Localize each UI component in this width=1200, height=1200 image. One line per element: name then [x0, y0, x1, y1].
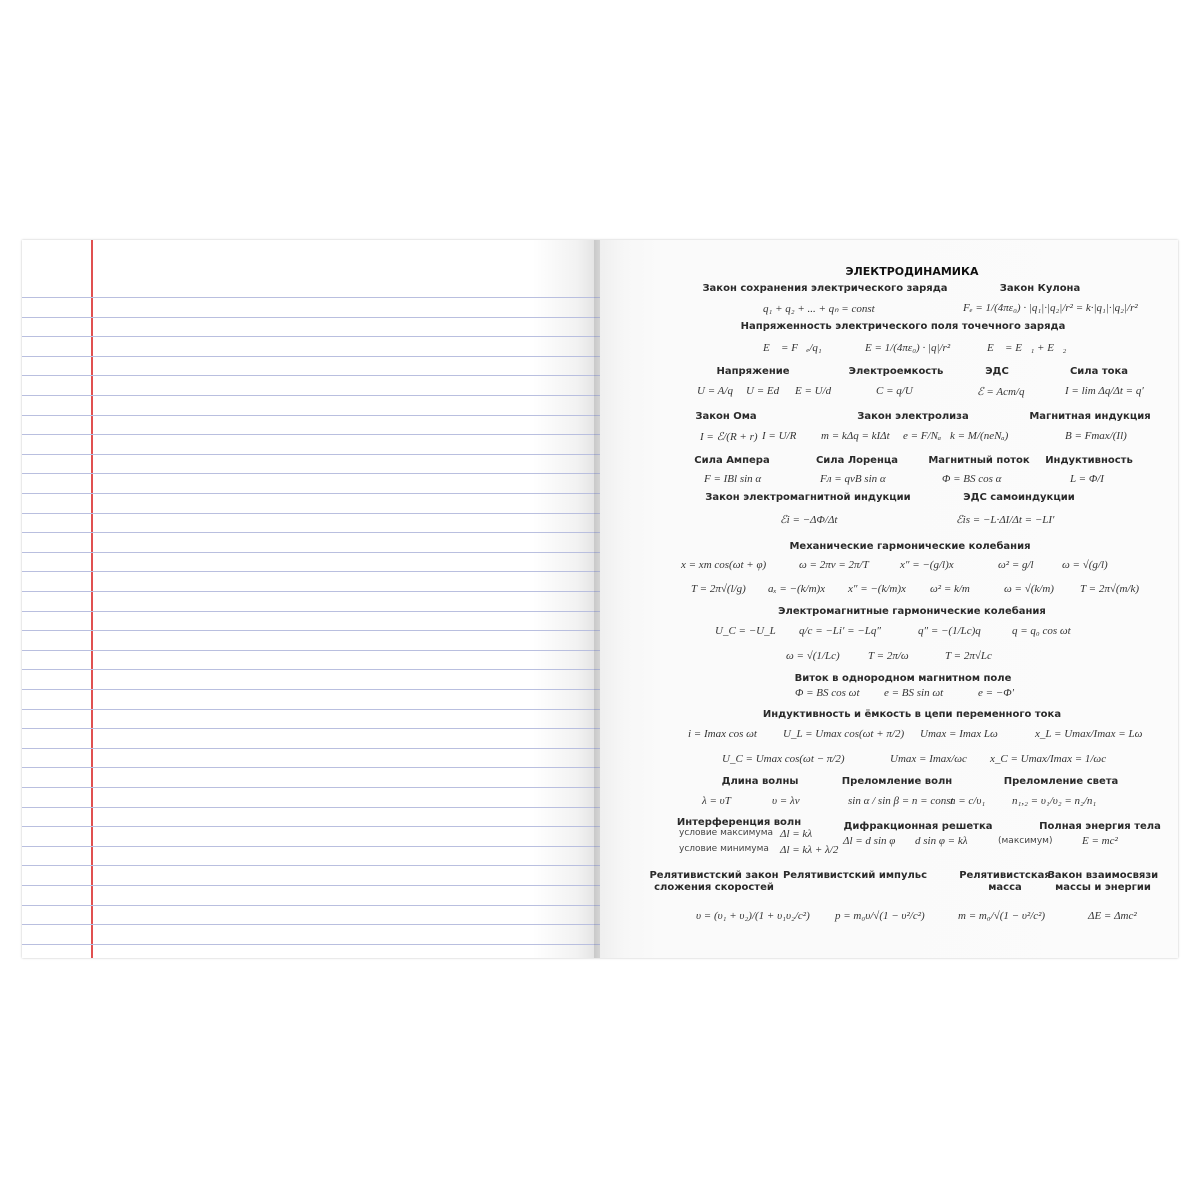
formula-total-energy: E = mc² [1082, 835, 1118, 847]
formula-coulomb: Fₑ = 1/(4πε₀) · |q₁|·|q₂|/r² = k·|q₁|·|q₂|/r² [963, 302, 1138, 314]
formula-electrolysis-1: m = kΔq = kIΔt [821, 430, 890, 442]
formula-ac-4: x_L = Umax/Imax = Lω [1035, 728, 1143, 740]
heading-coulomb: Закон Кулона [999, 283, 1081, 294]
ruled-line [22, 650, 600, 651]
formula-rel-momentum: p = m₀υ/√(1 − υ²/c²) [835, 910, 925, 922]
note-maximum: (максимум) [998, 836, 1053, 846]
formula-ampere: F = IBl sin α [704, 473, 762, 485]
heading-self-induction: ЭДС самоиндукции [963, 492, 1075, 503]
formula-lorentz: Fл = qvB sin α [820, 473, 886, 485]
formula-ohm-2: I = U/R [762, 430, 797, 442]
formula-mech-7: aₓ = −(k/m)x [768, 583, 826, 595]
formula-mech-4: ω² = g/l [998, 559, 1034, 571]
formula-ac-3: Umax = Imax Lω [920, 728, 998, 740]
ruled-line [22, 905, 600, 906]
ruled-line [22, 787, 600, 788]
formula-refr-light: n₁,₂ = υ₁/υ₂ = n₂/n₁ [1012, 795, 1097, 807]
formula-electrolysis-2: e = F/Nₐ [903, 430, 942, 442]
ruled-line [22, 728, 600, 729]
heading-ac: Индуктивность и ёмкость в цепи переменного тока [762, 709, 1062, 720]
heading-mass-energy-1: Закон взаимосвязи [1047, 870, 1159, 881]
left-page-ruled [22, 240, 600, 958]
right-page-cheat-sheet [600, 240, 1178, 958]
heading-grating: Дифракционная решетка [843, 821, 993, 832]
formula-refr-waves-2: n = c/υ₁ [950, 795, 986, 807]
ruled-line [22, 571, 600, 572]
heading-wavelength: Длина волны [721, 776, 799, 787]
heading-capacitance: Электроемкость [848, 366, 944, 377]
heading-rel-momentum: Релятивистский импульс [782, 870, 928, 881]
formula-em-4: q = q₀ cos ωt [1012, 625, 1071, 637]
formula-mech-5: ω = √(g/l) [1062, 559, 1108, 571]
ruled-line [22, 454, 600, 455]
formula-emf: ℰ = Aст/q [977, 386, 1025, 398]
heading-flux: Магнитный поток [928, 455, 1030, 466]
formula-ac-2: U_L = Umax cos(ωt + π/2) [783, 728, 905, 740]
ruled-line [22, 513, 600, 514]
heading-rel-mass-1: Релятивистская [959, 870, 1051, 881]
ruled-line [22, 669, 600, 670]
formula-em-2: q/c = −Li′ = −Lq″ [799, 625, 881, 637]
heading-ampere: Сила Ампера [694, 455, 770, 466]
formula-em-1: U_C = −U_L [715, 625, 776, 637]
ruled-line [22, 415, 600, 416]
formula-wave-2: υ = λν [772, 795, 800, 807]
margin-line [91, 240, 93, 958]
heading-rel-velocity-2: сложения скоростей [654, 882, 774, 893]
heading-current: Сила тока [1069, 366, 1129, 377]
formula-ac-1: i = Imax cos ωt [688, 728, 757, 740]
formula-electrolysis-3: k = M/(neNₐ) [950, 430, 1009, 442]
formula-ac-7: x_C = Umax/Imax = 1/ωc [990, 753, 1107, 765]
ruled-line [22, 709, 600, 710]
heading-rel-velocity-1: Релятивистский закон [649, 870, 779, 881]
heading-emf: ЭДС [985, 366, 1009, 377]
formula-em-induction: ℰi = −ΔΦ/Δt [780, 514, 838, 526]
formula-grating-1: Δl = d sin φ [843, 835, 896, 847]
heading-mass-energy-2: массы и энергии [1055, 882, 1151, 893]
formula-em-6: T = 2π/ω [868, 650, 909, 662]
heading-ohm: Закон Ома [695, 411, 757, 422]
ruled-line [22, 865, 600, 866]
heading-field-strength: Напряженность электрического поля точечного заряда [740, 321, 1066, 332]
formula-em-7: T = 2π√Lc [945, 650, 992, 662]
formula-induction: B = Fmax/(Il) [1065, 430, 1127, 442]
ruled-line [22, 885, 600, 886]
heading-interference: Интерференция волн [676, 817, 802, 828]
heading-em-osc: Электромагнитные гармонические колебания [778, 606, 1046, 617]
formula-grating-2: d sin φ = kλ [915, 835, 968, 847]
formula-ohm-1: I = ℰ/(R + r) [700, 431, 758, 443]
formula-em-5: ω = √(1/Lc) [786, 650, 840, 662]
heading-voltage: Напряжение [716, 366, 790, 377]
formula-coil-1: Φ = BS cos ωt [795, 687, 860, 699]
ruled-line [22, 748, 600, 749]
formula-inductance: L = Φ/I [1070, 473, 1104, 485]
ruled-line [22, 630, 600, 631]
ruled-line [22, 552, 600, 553]
formula-mech-3: x″ = −(g/l)x [900, 559, 954, 571]
ruled-line [22, 336, 600, 337]
heading-induction: Магнитная индукция [1029, 411, 1151, 422]
formula-self-induction: ℰis = −L·ΔI/Δt = −LI′ [956, 514, 1055, 526]
formula-rel-velocity: υ = (υ₁ + υ₂)/(1 + υ₁υ₂/c²) [696, 910, 810, 922]
ruled-line [22, 689, 600, 690]
ruled-line [22, 493, 600, 494]
formula-wave-1: λ = υT [702, 795, 731, 807]
heading-mech-osc: Механические гармонические колебания [789, 541, 1031, 552]
formula-charge-conservation: q₁ + q₂ + ... + qₙ = const [763, 303, 875, 315]
ruled-line [22, 375, 600, 376]
formula-current: I = lim Δq/Δt = q′ [1065, 385, 1144, 397]
formula-flux: Φ = BS cos α [942, 473, 1002, 485]
formula-voltage-3: E = U/d [795, 385, 832, 397]
ruled-line [22, 434, 600, 435]
formula-mech-8: x″ = −(k/m)x [848, 583, 906, 595]
ruled-line [22, 317, 600, 318]
formula-interference-min: Δl = kλ + λ/2 [780, 844, 839, 856]
formula-field-2: E = 1/(4πε₀) · |q|/r² [865, 342, 951, 354]
ruled-line [22, 611, 600, 612]
ruled-line [22, 826, 600, 827]
formula-voltage-2: U = Ed [746, 385, 780, 397]
ruled-line [22, 924, 600, 925]
note-minimum-condition: условие минимума [679, 844, 769, 854]
ruled-line [22, 473, 600, 474]
formula-rel-mass: m = m₀/√(1 − υ²/c²) [958, 910, 1046, 922]
page-title: ЭЛЕКТРОДИНАМИКА [845, 265, 979, 278]
formula-em-3: q″ = −(1/Lc)q [918, 625, 981, 637]
notebook-spread [22, 240, 1178, 958]
formula-ac-5: U_C = Umax cos(ωt − π/2) [722, 753, 845, 765]
formula-mech-6: T = 2π√(l/g) [691, 583, 746, 595]
formula-mass-energy: ΔE = Δmc² [1088, 910, 1137, 922]
formula-ac-6: Umax = Imax/ωc [890, 753, 967, 765]
formula-voltage-1: U = A/q [697, 385, 733, 397]
ruled-line [22, 395, 600, 396]
formula-refr-waves-1: sin α / sin β = n = const [848, 795, 954, 807]
formula-mech-1: x = xm cos(ωt + φ) [681, 559, 767, 571]
formula-mech-11: T = 2π√(m/k) [1080, 583, 1140, 595]
ruled-line [22, 767, 600, 768]
formula-interference-max: Δl = kλ [780, 828, 813, 840]
formula-coil-3: e = −Φ′ [978, 687, 1015, 699]
formula-mech-9: ω² = k/m [930, 583, 970, 595]
formula-field-3: E⃗ = E⃗₁ + E⃗₂ [987, 342, 1067, 354]
formula-capacitance: C = q/U [876, 385, 913, 397]
heading-charge-conservation: Закон сохранения электрического заряда [702, 283, 948, 294]
ruled-line [22, 356, 600, 357]
formula-mech-2: ω = 2πν = 2π/T [799, 559, 869, 571]
heading-refraction-waves: Преломление волн [841, 776, 953, 787]
heading-coil: Виток в однородном магнитном поле [794, 673, 1012, 684]
formula-field-1: E⃗ = F⃗ₑ/q₁ [763, 342, 822, 354]
ruled-line [22, 591, 600, 592]
heading-refraction-light: Преломление света [1003, 776, 1119, 787]
heading-electrolysis: Закон электролиза [857, 411, 969, 422]
heading-lorentz: Сила Лоренца [815, 455, 899, 466]
heading-rel-mass-2: масса [988, 882, 1022, 893]
ruled-line [22, 846, 600, 847]
heading-total-energy: Полная энергия тела [1039, 821, 1161, 832]
ruled-line [22, 944, 600, 945]
ruled-line [22, 297, 600, 298]
ruled-line [22, 532, 600, 533]
heading-em-induction: Закон электромагнитной индукции [705, 492, 911, 503]
formula-mech-10: ω = √(k/m) [1004, 583, 1054, 595]
heading-inductance: Индуктивность [1045, 455, 1133, 466]
formula-coil-2: e = BS sin ωt [884, 687, 944, 699]
ruled-line [22, 807, 600, 808]
note-maximum-condition: условие максимума [679, 828, 774, 838]
